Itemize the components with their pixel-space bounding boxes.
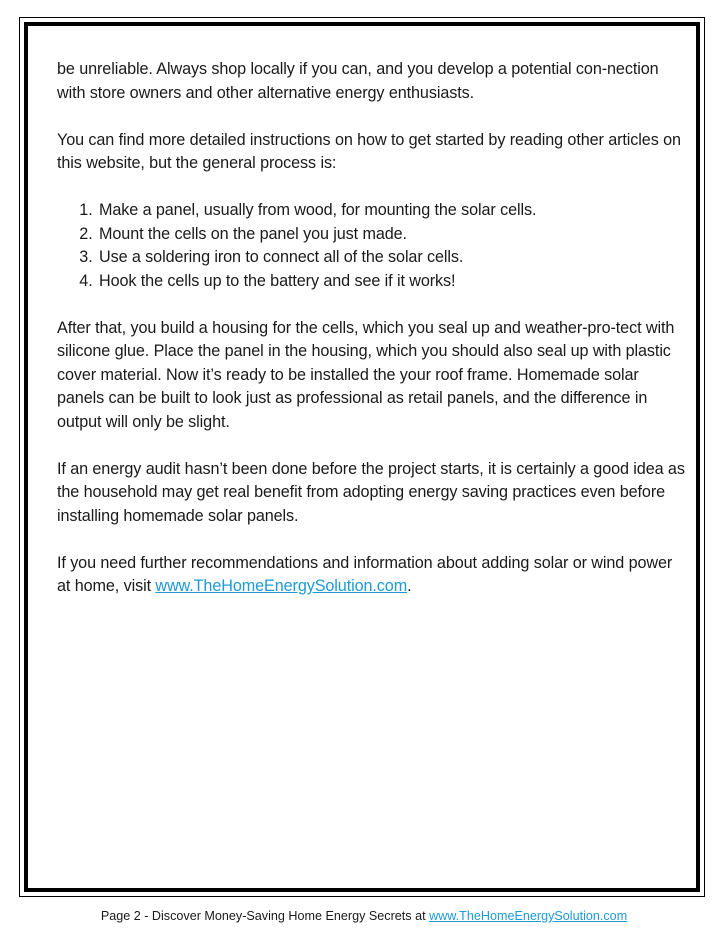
list-item: 3. Use a soldering iron to connect all of the solar cells. <box>97 246 685 270</box>
steps-list <box>57 199 685 293</box>
page-footer <box>0 908 728 924</box>
paragraph-4: If an energy audit hasn’t been done before the project starts, it is certainly a good idea as the household may get real benefit from adopting energy saving practices even before installing homemade solar panels. <box>57 459 685 525</box>
list-item: 4. Hook the cells up to the battery and see if it works! <box>97 270 685 294</box>
document-body <box>57 58 685 622</box>
paragraph-1: be unreliable. Always shop locally if you can, and you develop a potential con-nection with store owners and other alternative energy enthusiasts. <box>57 60 659 102</box>
paragraph-5-end: . <box>407 577 412 595</box>
paragraph-5-text: If you need further recommendations and information about adding solar or wind power at home, visit <box>57 553 673 595</box>
paragraph-2: You can find more detailed instructions on how to get started by reading other articles on this website, but the general process is: <box>57 130 681 172</box>
footer-link[interactable]: www.TheHomeEnergySolution.com <box>429 909 628 923</box>
paragraph-5 <box>57 552 685 599</box>
list-item: 2. Mount the cells on the panel you just made. <box>97 223 685 247</box>
list-item: 1. Make a panel, usually from wood, for mounting the solar cells. <box>97 199 685 223</box>
footer-text: Page 2 - Discover Money-Saving Home Energy Secrets at <box>100 909 430 923</box>
website-link[interactable]: www.TheHomeEnergySolution.com <box>155 577 408 595</box>
paragraph-3: After that, you build a housing for the cells, which you seal up and weather-pro-tect with silicone glue. Place the panel in the housing, which you should also seal up with plastic cover material. Now it’s ready to be installed the your roof frame. Homemade solar panels can be built to look just as professional as retail panels, and the difference in output will only be slight. <box>57 318 675 431</box>
